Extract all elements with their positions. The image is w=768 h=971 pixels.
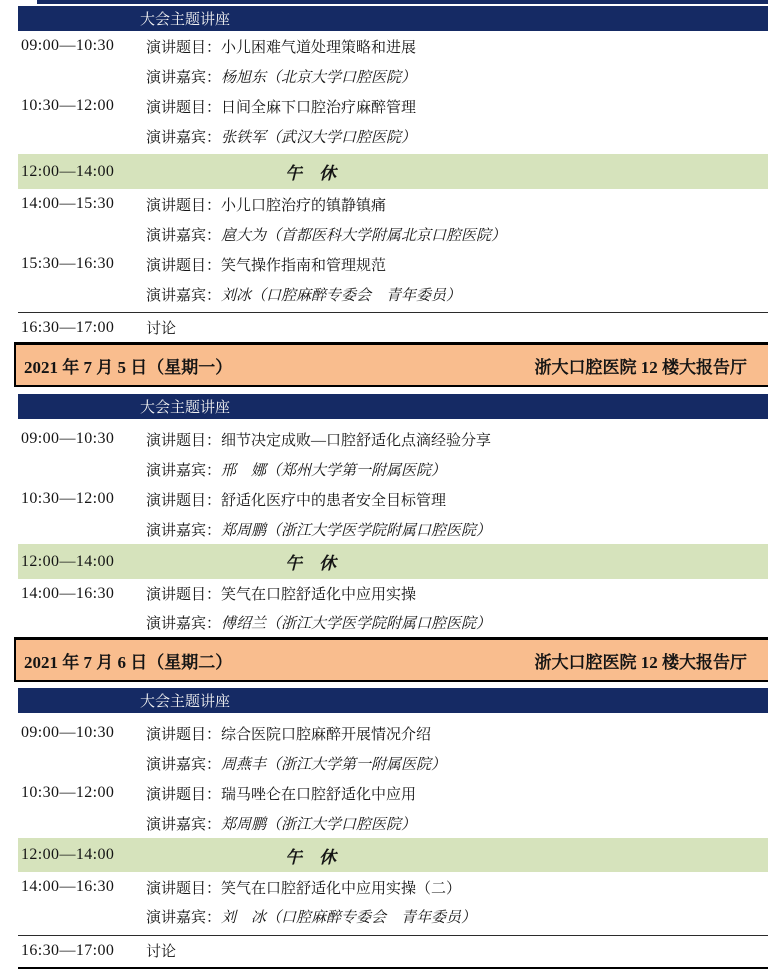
discussion-row — [0, 936, 768, 965]
lunch-break-row — [18, 154, 768, 189]
discussion-row — [0, 313, 768, 342]
date-bar — [14, 342, 768, 387]
date-text: 2021 年 7 月 5 日（星期一） — [24, 357, 233, 377]
topic-text: 小儿困难气道处理策略和进展 — [221, 39, 417, 56]
topic-label: 演讲题目： — [146, 880, 222, 897]
session-header-bar — [18, 688, 768, 713]
time-cell: 10:30—12:00 — [21, 97, 115, 114]
speaker-text: 傅绍兰（浙江大学医学院附属口腔医院） — [221, 616, 492, 632]
table-row — [0, 249, 768, 279]
speaker-text: 刘冰（口腔麻醉专委会 青年委员） — [221, 287, 462, 304]
lunch-label: 午 休 — [285, 554, 336, 573]
time-cell: 12:00—14:00 — [21, 162, 115, 180]
venue-text: 浙大口腔医院 12 楼大报告厅 — [534, 652, 747, 672]
time-cell: 12:00—14:00 — [21, 846, 115, 863]
speaker-label: 演讲嘉宾： — [146, 616, 222, 632]
time-cell: 15:30—16:30 — [21, 255, 115, 272]
session-header-label: 大会主题讲座 — [140, 12, 231, 28]
topic-label: 演讲题目： — [146, 492, 222, 509]
speaker-label: 演讲嘉宾： — [146, 287, 222, 304]
time-cell: 09:00—10:30 — [21, 37, 115, 54]
lunch-label: 午 休 — [285, 847, 336, 867]
table-row — [0, 514, 768, 544]
lunch-break-row — [18, 838, 768, 872]
table-row — [0, 31, 768, 61]
speaker-label: 演讲嘉宾： — [146, 69, 222, 86]
speaker-text: 邢 娜（郑州大学第一附属医院） — [221, 462, 447, 479]
topic-label: 演讲题目： — [146, 432, 222, 449]
session-header-label: 大会主题讲座 — [140, 694, 231, 710]
speaker-label: 演讲嘉宾： — [146, 910, 222, 926]
lunch-label: 午 休 — [285, 164, 336, 183]
table-row — [0, 484, 768, 514]
speaker-label: 演讲嘉宾： — [146, 227, 222, 244]
speaker-text: 郑周鹏（浙江大学医学院附属口腔医院） — [221, 522, 492, 539]
topic-label: 演讲题目： — [146, 726, 222, 743]
topic-text: 综合医院口腔麻醉开展情况介绍 — [221, 726, 432, 743]
lunch-break-row — [18, 544, 768, 579]
session-header-bar — [18, 394, 768, 419]
speaker-label: 演讲嘉宾： — [146, 816, 222, 833]
topic-label: 演讲题目： — [146, 587, 222, 603]
time-cell: 14:00—16:30 — [21, 878, 115, 895]
table-row — [0, 279, 768, 309]
topic-label: 演讲题目： — [146, 39, 222, 56]
topic-text: 瑞马唑仑在口腔舒适化中应用 — [221, 786, 417, 803]
table-row — [0, 718, 768, 748]
table-row — [0, 219, 768, 249]
topic-label: 演讲题目： — [146, 786, 222, 803]
table-row — [0, 608, 768, 637]
speaker-text: 刘 冰（口腔麻醉专委会 青年委员） — [221, 910, 477, 926]
topic-label: 演讲题目： — [146, 197, 222, 214]
time-cell: 14:00—16:30 — [21, 584, 115, 602]
discussion-text: 讨论 — [146, 944, 177, 960]
session-header-bar — [18, 6, 768, 31]
table-row — [0, 424, 768, 454]
topic-text: 日间全麻下口腔治疗麻醉管理 — [221, 99, 417, 116]
time-cell: 14:00—15:30 — [21, 195, 115, 212]
topic-text: 笑气在口腔舒适化中应用实操（二） — [221, 880, 462, 897]
table-row — [0, 579, 768, 608]
venue-text: 浙大口腔医院 12 楼大报告厅 — [534, 357, 747, 377]
date-text: 2021 年 7 月 6 日（星期二） — [24, 652, 233, 672]
speaker-text: 杨旭东（北京大学口腔医院） — [221, 69, 417, 86]
speaker-text: 郑周鹏（浙江大学口腔医院） — [221, 816, 417, 833]
table-row — [0, 189, 768, 219]
bottom-border — [18, 967, 768, 969]
table-row — [0, 808, 768, 838]
discussion-text: 讨论 — [146, 321, 177, 337]
table-row — [0, 872, 768, 902]
topic-text: 笑气在口腔舒适化中应用实操 — [221, 587, 417, 603]
date-bar — [14, 637, 768, 682]
speaker-text: 周燕丰（浙江大学第一附属医院） — [221, 756, 447, 773]
speaker-label: 演讲嘉宾： — [146, 522, 222, 539]
topic-label: 演讲题目： — [146, 99, 222, 116]
time-cell: 10:30—12:00 — [21, 490, 115, 507]
topic-text: 笑气操作指南和管理规范 — [221, 257, 387, 274]
time-cell: 12:00—14:00 — [21, 552, 115, 570]
speaker-label: 演讲嘉宾： — [146, 462, 222, 479]
table-row — [0, 902, 768, 931]
topic-text: 舒适化医疗中的患者安全目标管理 — [221, 492, 447, 509]
table-row — [0, 121, 768, 151]
speaker-text: 扈大为（首都医科大学附属北京口腔医院） — [221, 227, 507, 244]
time-cell: 09:00—10:30 — [21, 724, 115, 741]
time-cell: 09:00—10:30 — [21, 430, 115, 447]
time-cell: 10:30—12:00 — [21, 784, 115, 801]
table-row — [0, 778, 768, 808]
topic-text: 小儿口腔治疗的镇静镇痛 — [221, 197, 387, 214]
topic-text: 细节决定成败—口腔舒适化点滴经验分享 — [221, 432, 492, 449]
time-cell: 16:30—17:00 — [21, 941, 115, 959]
speaker-text: 张铁军（武汉大学口腔医院） — [221, 129, 417, 146]
table-row — [0, 61, 768, 91]
speaker-label: 演讲嘉宾： — [146, 129, 222, 146]
session-header-label: 大会主题讲座 — [140, 400, 231, 416]
time-cell: 16:30—17:00 — [21, 318, 115, 336]
table-row — [0, 454, 768, 484]
previous-section-strip — [37, 0, 768, 4]
speaker-label: 演讲嘉宾： — [146, 756, 222, 773]
table-row — [0, 91, 768, 121]
topic-label: 演讲题目： — [146, 257, 222, 274]
table-row — [0, 748, 768, 778]
